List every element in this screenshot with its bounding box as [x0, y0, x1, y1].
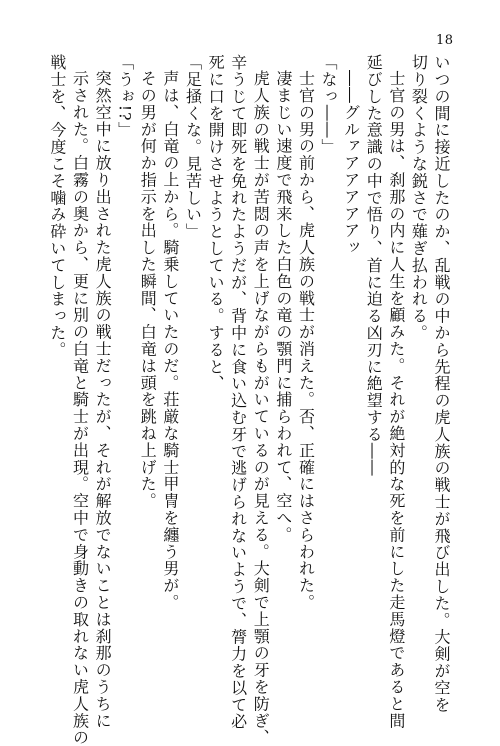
vertical-text-body — [45, 54, 452, 746]
text-line: 士官の男の前から、虎人族の戦士が消えた。否、正確にはさらわれた。 — [296, 70, 316, 611]
text-line: 声は、白竜の上から。騎乗していたのだ。荘厳な騎士甲冑を纏う男が。 — [160, 70, 180, 611]
text-line: 辛うじて即死を免れたようだが、背中に食い込む牙で逃げられないようで、膂力を以て必 — [228, 54, 248, 730]
text-line: 士官の男は、刹那の内に人生を顧みた。それが絶対的な死を前にした走馬燈であると間 — [386, 70, 406, 730]
text-line: 突然空中に放り出された虎人族の戦士だったが、それが解放でないことは刹那のうちに — [93, 70, 113, 730]
text-line: 示された。白霧の奥から、更に別の白竜と騎士が出現。空中で身動きの取れない虎人族の — [70, 70, 90, 746]
text-line: 切り裂くような鋭さで薙ぎ払われる。 — [409, 54, 429, 342]
text-line: 「足掻くな。見苦しい」 — [183, 54, 203, 240]
text-line: その男が何か指示を出した瞬間、白竜は頭を跳ね上げた。 — [138, 70, 158, 510]
text-line: 延びした意識の中で悟り、首に迫る凶刃に絶望する―― — [364, 54, 384, 477]
text-line: 凄まじい速度で飛来した白色の竜の顎門に捕らわれて、空へ。 — [273, 70, 293, 544]
text-line: 「なっ――」 — [319, 54, 339, 156]
text-line: 虎人族の戦士が苦悶の声を上げながらもがいているのが見える。大剣で上顎の牙を防ぎ、 — [251, 70, 271, 746]
text-line: 戦士を、今度こそ噛み砕いてしまった。 — [47, 54, 67, 359]
text-line: ――グルァアアアアアッ — [341, 70, 361, 256]
text-line: 死に口を開けさせようとしている。すると、 — [206, 54, 226, 392]
text-line: いつの間に接近したのか、乱戦の中から先程の虎人族の戦士が飛び出した。大剣が空を — [432, 54, 451, 714]
text-line: 「うぉ!?」 — [115, 54, 135, 139]
page-number: 18 — [436, 33, 454, 48]
